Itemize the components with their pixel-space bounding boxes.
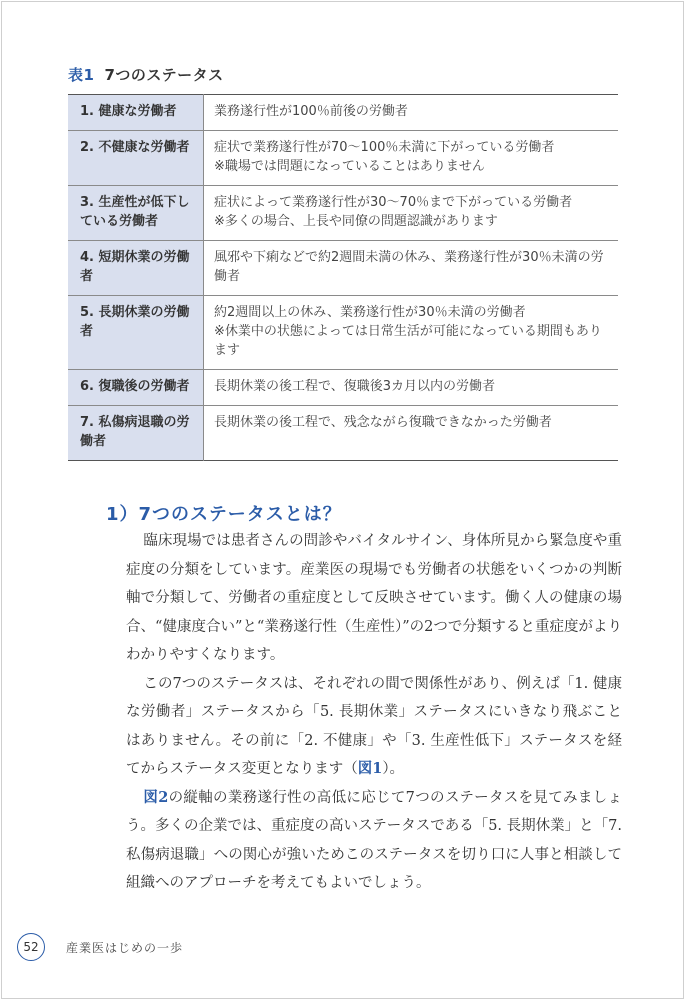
status-description: [204, 186, 619, 241]
paragraph-3: [126, 784, 622, 898]
figure-2-reference[interactable]: 図2: [143, 788, 169, 806]
status-label: 7. 私傷病退職の労働者: [68, 406, 204, 461]
book-title: 産業医はじめの一歩: [66, 941, 184, 955]
table-row: [68, 241, 618, 296]
status-label: 2. 不健康な労働者: [68, 131, 204, 186]
status-table: [68, 94, 618, 461]
paragraph-2-text-before: この7つのステータスは、それぞれの間で関係性があり、例えば「1. 健康な労働者」ステータスから「5. 長期休業」ステータスにいきなり飛ぶことはありません。その前に「2. 不健康」や「3. 生産性低下」ステータスを経てからステータス変更となります（: [126, 675, 622, 777]
section-heading: 1）7つのステータスとは？: [106, 504, 342, 525]
body-text: [126, 527, 622, 898]
table-row: [68, 186, 618, 241]
status-label: 3. 生産性が低下している労働者: [68, 186, 204, 241]
status-description: [204, 95, 619, 131]
table-row: [68, 296, 618, 370]
status-label: 4. 短期休業の労働者: [68, 241, 204, 296]
table-row: [68, 370, 618, 406]
status-label: 5. 長期休業の労働者: [68, 296, 204, 370]
page-number: 52: [17, 933, 45, 961]
status-label: 6. 復職後の労働者: [68, 370, 204, 406]
table-caption-number: 表1: [68, 66, 95, 84]
description-line: 約2週間以上の休み、業務遂行性が30％未満の労働者: [214, 305, 526, 320]
paragraph-1: 臨床現場では患者さんの問診やバイタルサイン、身体所見から緊急度や重症度の分類をしています。産業医の現場でも労働者の状態をいくつかの判断軸で分類して、労働者の重症度として反映させています。働く人の健康の場合、“健康度合い”と“業務遂行性（生産性）”の2つで分類すると重症度がよりわかりやすくなります。: [126, 533, 622, 663]
status-label: 1. 健康な労働者: [68, 95, 204, 131]
description-line: 症状で業務遂行性が70～100％未満に下がっている労働者: [214, 140, 555, 155]
status-description: [204, 370, 619, 406]
paragraph-3-text: の縦軸の業務遂行性の高低に応じて7つのステータスを見てみましょう。多くの企業では、重症度の高いステータスである「5. 長期休業」と「7. 私傷病退職」への関心が強いためこのステータスを切り口に人事と相談して組織へのアプローチを考えてもよいでしょう。: [126, 789, 622, 891]
status-description: [204, 241, 619, 296]
table-row: [68, 406, 618, 461]
description-line: 長期休業の後工程で、復職後3カ月以内の労働者: [214, 379, 496, 394]
description-line: ※多くの場合、上長や同僚の問題認識があります: [214, 214, 498, 229]
paragraph-2: [126, 670, 622, 784]
paragraph-2-text-after: ）。: [382, 761, 405, 777]
table-row: [68, 95, 618, 131]
status-description: [204, 131, 619, 186]
description-line: 症状によって業務遂行性が30～70％まで下がっている労働者: [214, 195, 573, 210]
table-caption-title: 7つのステータス: [104, 66, 224, 84]
description-line: 長期休業の後工程で、残念ながら復職できなかった労働者: [214, 415, 552, 430]
table-caption: [68, 64, 224, 85]
table-row: [68, 131, 618, 186]
status-description: [204, 406, 619, 461]
description-line: ※休業中の状態によっては日常生活が可能になっている期間もあります: [214, 324, 602, 358]
figure-1-reference[interactable]: 図1: [357, 760, 383, 777]
status-description: [204, 296, 619, 370]
description-line: 業務遂行性が100％前後の労働者: [214, 104, 408, 119]
description-line: ※職場では問題になっていることはありません: [214, 159, 485, 174]
description-line: 風邪や下痢などで約2週間未満の休み、業務遂行性が30％未満の労働者: [214, 250, 604, 284]
page: [1, 1, 684, 999]
